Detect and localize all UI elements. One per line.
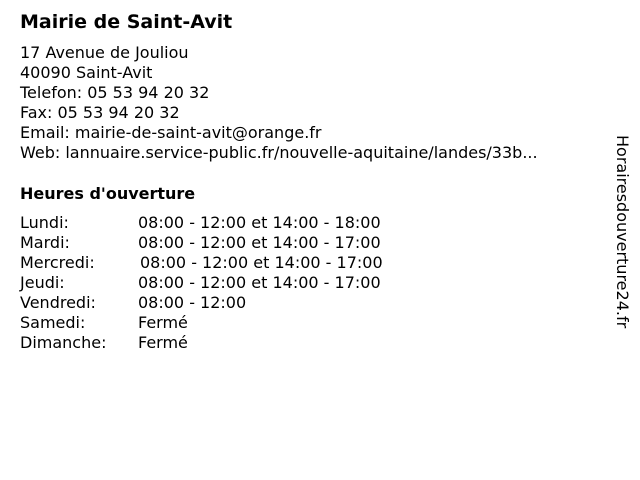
page-title: Mairie de Saint-Avit	[20, 11, 233, 33]
opening-hours-heading: Heures d'ouverture	[20, 184, 196, 203]
day-label: Mercredi:	[20, 253, 95, 272]
time-value: 08:00 - 12:00 et 14:00 - 18:00	[138, 213, 381, 232]
time-value: 08:00 - 12:00 et 14:00 - 17:00	[138, 233, 381, 252]
day-label: Jeudi:	[20, 273, 65, 292]
time-value: 08:00 - 12:00	[138, 293, 247, 312]
website-link: Web: lannuaire.service-public.fr/nouvelle-aquitaine/landes/33b...	[20, 143, 538, 162]
phone-number: Telefon: 05 53 94 20 32	[20, 83, 210, 102]
time-value: 08:00 - 12:00 et 14:00 - 17:00	[140, 253, 383, 272]
day-label: Samedi:	[20, 313, 86, 332]
address-street: 17 Avenue de Jouliou	[20, 43, 189, 62]
day-label: Mardi:	[20, 233, 70, 252]
contact-info	[20, 43, 538, 163]
time-value: Fermé	[138, 333, 188, 352]
time-value: Fermé	[138, 313, 188, 332]
site-watermark: Horairesdouverture24.fr	[613, 135, 632, 329]
time-value: 08:00 - 12:00 et 14:00 - 17:00	[138, 273, 381, 292]
day-label: Vendredi:	[20, 293, 96, 312]
day-label: Dimanche:	[20, 333, 107, 352]
fax-number: Fax: 05 53 94 20 32	[20, 103, 180, 122]
address-city: 40090 Saint-Avit	[20, 63, 153, 82]
email-address: Email: mairie-de-saint-avit@orange.fr	[20, 123, 322, 142]
day-label: Lundi:	[20, 213, 69, 232]
